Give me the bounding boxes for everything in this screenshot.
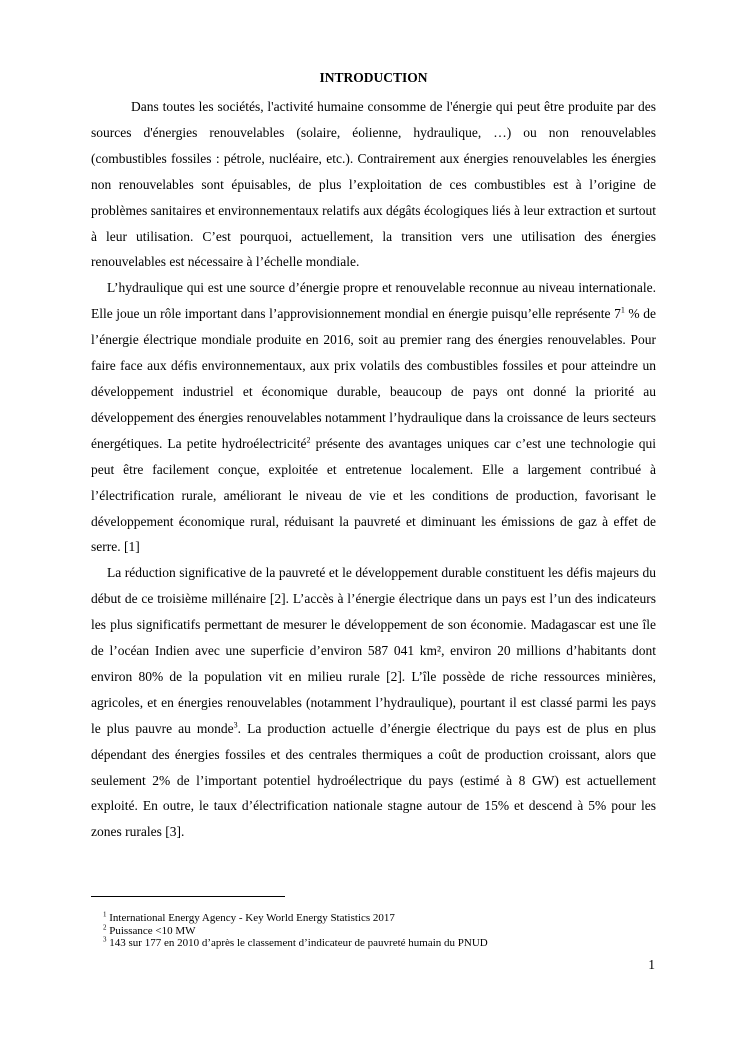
paragraph-2-text-b: % de l’énergie électrique mondiale produite en 2016, soit au premier rang des énergies renouvelables. Pour faire face aux défis environnementaux, aux prix volatils des combustibles fossiles et pour atteindre un développement industriel et économique durable, beaucoup de pays ont donné la priorité au développement des énergies renouvelables notamment l’hydraulique dans la croissance de leurs secteurs énergétiques. La petite hydroélectricité [91,306,656,451]
footnote-ref-3: 3 [233,720,238,730]
paragraph-1-text: Dans toutes les sociétés, l'activité humaine consomme de l'énergie qui peut être produite par des sources d'énergies renouvelables (solaire, éolienne, hydraulique, …) ou non renouvelables (combustibles fossiles : pétrole, nucléaire, etc.). Contrairement aux énergies renouvelables les énergies non renouvelables sont épuisables, de plus l’exploitation de ces combustibles est à l’origine de problèmes sanitaires et environnementaux relatifs aux dégâts écologiques liés à leur extraction et surtout à leur utilisation. C’est pourquoi, actuellement, la transition vers une utilisation des énergies renouvelables est nécessaire à l’échelle mondiale. [91,99,656,270]
footnote-ref-2: 2 [306,435,311,445]
paragraph-2 [91,275,656,560]
page-number: 1 [648,957,655,972]
footnote-text: Puissance <10 MW [106,924,196,937]
footnote-2 [103,922,663,938]
footnote-mark: 3 [103,935,107,944]
page-body [91,68,656,845]
footnote-mark: 1 [103,910,107,919]
paragraph-2-text-c: présente des avantages uniques car c’est une technologie qui peut être facilement conçue, exploitée et entretenue localement. Elle a largement contribué à l’électrification rurale, améliorant le niveau de vie et les conditions de production, favorisant le développement économique rural, réduisant la pauvreté et diminuant les émissions de gaz à effet de serre. [1] [91,435,657,555]
page-title: INTRODUCTION [319,70,428,85]
paragraph-3 [91,560,656,845]
paragraph-1 [91,94,656,275]
footnote-1 [103,912,663,925]
footnote-text: 143 sur 177 en 2010 d’après le classement d’indicateur de pauvreté humain du PNUD [106,937,488,949]
footnote-3 [103,937,663,950]
footnotes [103,912,663,950]
footnote-text: International Energy Agency - Key World Energy Statistics 2017 [106,912,395,924]
paragraph-2-text-a: L’hydraulique qui est une source d’énergie propre et renouvelable reconnue au niveau internationale. Elle joue un rôle important dans l’approvisionnement mondial en énergie puisqu’elle représente 7 [91,280,656,322]
footnote-ref-1: 1 [620,305,625,315]
footnote-mark: 2 [103,922,107,931]
footnote-separator [91,896,285,897]
paragraph-3-text-b: . La production actuelle d’énergie électrique du pays est de plus en plus dépendant des énergies fossiles et des centrales thermiques a coût de production croissant, alors que seulement 2% de l’important potentiel hydroélectrique du pays (estimé à 8 GW) est actuellement exploité. En outre, le taux d’électrification nationale stagne autour de 15% et descend à 5% pour les zones rurales [3]. [91,720,657,840]
paragraph-3-text-a: La réduction significative de la pauvreté et le développement durable constituent les défis majeurs du début de ce troisième millénaire [2]. L’accès à l’énergie électrique dans un pays est l’un des indicateurs les plus significatifs permettant de mesurer le développement de son économie. Madagascar est une île de l’océan Indien avec une superficie d’environ 587 041 km², environ 20 millions d’habitants dont environ 80% de la population vit en milieu rurale [2]. L’île possède de riche ressources minières, agricoles, et en énergies renouvelables (notamment l’hydraulique), pourtant il est classé parmi les pays le plus pauvre au monde [91,565,656,736]
